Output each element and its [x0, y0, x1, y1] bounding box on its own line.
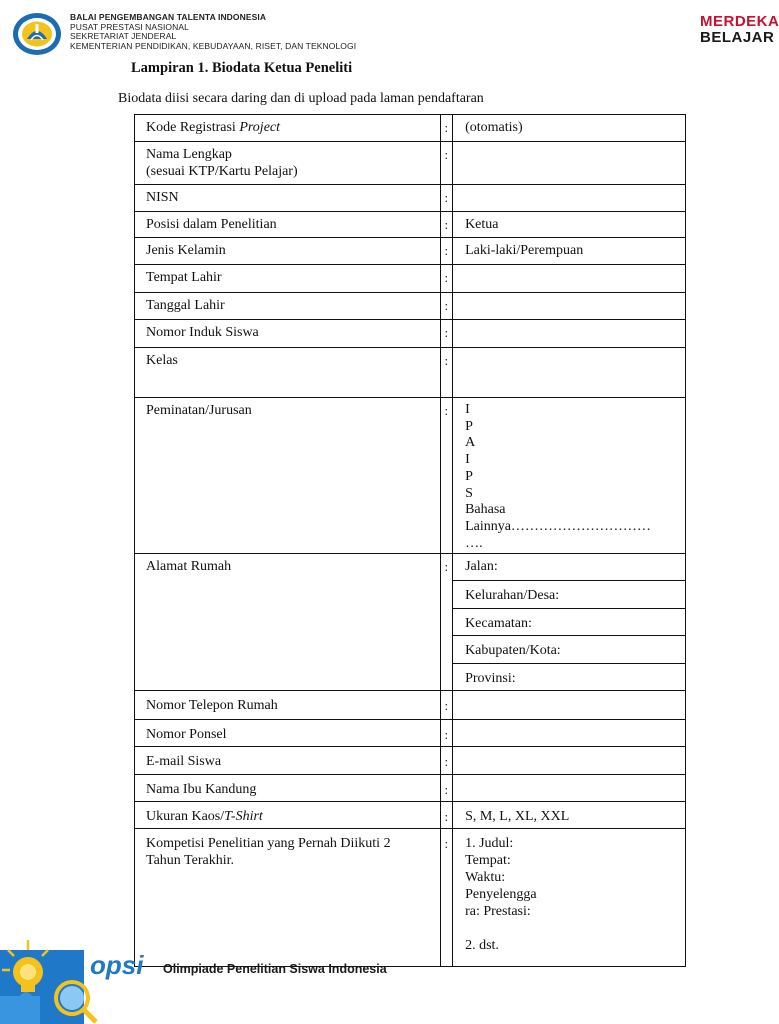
option-item: A	[465, 435, 476, 451]
separator: :	[444, 782, 449, 797]
lightbulb-puzzle-icon	[0, 936, 100, 1024]
competition-line: 2. dst.	[465, 938, 499, 953]
separator-cell	[440, 720, 453, 747]
label-text: Ukuran Kaos/	[146, 809, 225, 824]
row-label: Kelas	[135, 348, 441, 398]
row-label: Posisi dalam Penelitian	[135, 212, 441, 238]
badge-line-1: MERDEKA	[700, 13, 779, 30]
value-cell[interactable]: S, M, L, XL, XXL	[453, 802, 686, 829]
address-field[interactable]: Provinsi:	[453, 664, 686, 691]
table-row	[135, 238, 686, 265]
label-text: Kompetisi Penelitian yang Pernah Diikuti 2	[146, 836, 391, 851]
separator-cell	[440, 185, 453, 212]
option-item: Lainnya…………………………	[465, 518, 651, 534]
org-line-4: KEMENTERIAN PENDIDIKAN, KEBUDAYAAN, RISET, DAN TEKNOLOGI	[70, 40, 357, 51]
value-cell[interactable]	[453, 348, 686, 398]
label-italic-text: T-Shirt	[224, 809, 263, 824]
value-cell[interactable]	[453, 829, 686, 967]
option-item: ….	[465, 535, 483, 551]
label-subtext: (sesuai KTP/Kartu Pelajar)	[146, 164, 298, 179]
table-row	[135, 802, 686, 829]
separator: :	[444, 698, 449, 713]
value-cell: Ketua	[453, 212, 686, 238]
table-row	[135, 293, 686, 320]
separator-cell	[440, 398, 453, 554]
row-label	[135, 142, 441, 185]
option-item: P	[465, 418, 473, 434]
competition-line: Tempat:	[465, 853, 511, 868]
separator: :	[444, 270, 449, 285]
row-label: Jenis Kelamin	[135, 238, 441, 265]
table-row	[135, 115, 686, 142]
table-row	[135, 185, 686, 212]
row-label: Alamat Rumah	[135, 554, 441, 691]
option-item: I	[465, 402, 470, 417]
competition-line: ra: Prestasi:	[465, 904, 531, 919]
table-row	[135, 554, 686, 581]
value-cell[interactable]: Laki-laki/Perempuan	[453, 238, 686, 265]
options-cell	[453, 398, 686, 554]
separator-cell	[440, 348, 453, 398]
separator-cell	[440, 320, 453, 348]
table-row	[135, 265, 686, 293]
merdeka-belajar-logo	[700, 14, 779, 46]
opsi-brand-text: opsi	[90, 950, 144, 980]
row-label: Nomor Induk Siswa	[135, 320, 441, 348]
row-label: Nomor Telepon Rumah	[135, 691, 441, 720]
table-row	[135, 720, 686, 747]
row-label: E-mail Siswa	[135, 747, 441, 775]
value-cell[interactable]	[453, 320, 686, 348]
address-field[interactable]: Jalan:	[453, 554, 686, 581]
row-label: Nomor Ponsel	[135, 720, 441, 747]
separator-cell	[440, 775, 453, 802]
row-label	[135, 829, 441, 967]
org-line-3: SEKRETARIAT JENDERAL	[70, 31, 177, 42]
value-cell: (otomatis)	[453, 115, 686, 142]
row-label: Tempat Lahir	[135, 265, 441, 293]
separator-cell	[440, 265, 453, 293]
separator-cell	[440, 293, 453, 320]
separator: :	[444, 217, 449, 232]
address-field[interactable]: Kabupaten/Kota:	[453, 636, 686, 664]
table-row	[135, 212, 686, 238]
separator-cell	[440, 747, 453, 775]
value-cell[interactable]	[453, 747, 686, 775]
separator: :	[444, 754, 449, 769]
value-cell[interactable]	[453, 185, 686, 212]
row-label: Peminatan/Jurusan	[135, 398, 441, 554]
value-cell[interactable]	[453, 265, 686, 293]
separator: :	[444, 243, 449, 258]
option-item: P	[465, 468, 473, 484]
separator-cell	[440, 212, 453, 238]
value-cell[interactable]	[453, 293, 686, 320]
option-item: S	[465, 485, 473, 501]
separator-cell	[440, 554, 453, 691]
separator-cell	[440, 238, 453, 265]
org-line-1: BALAI PENGEMBANGAN TALENTA INDONESIA	[70, 12, 267, 22]
option-item: Bahasa	[465, 502, 506, 518]
row-label: Tanggal Lahir	[135, 293, 441, 320]
value-cell[interactable]	[453, 142, 686, 185]
separator: :	[444, 147, 449, 162]
organization-block	[70, 13, 356, 51]
separator: :	[444, 298, 449, 313]
option-item: I	[465, 452, 470, 468]
address-field[interactable]: Kecamatan:	[453, 609, 686, 636]
document-intro: Biodata diisi secara daring dan di upload pada laman pendaftaran	[118, 91, 484, 106]
table-row	[135, 142, 686, 185]
opsi-brand-name: Olimpiade Penelitian Siswa Indonesia	[163, 962, 387, 976]
separator: :	[444, 403, 449, 418]
separator-cell	[440, 802, 453, 829]
separator: :	[444, 325, 449, 340]
row-label	[135, 802, 441, 829]
separator: :	[444, 836, 449, 851]
badge-line-2: BELAJAR	[700, 29, 775, 46]
row-label: Nama Ibu Kandung	[135, 775, 441, 802]
separator-cell	[440, 691, 453, 720]
separator-cell	[440, 829, 453, 967]
biodata-table	[134, 114, 686, 967]
separator: :	[444, 559, 449, 574]
table-row	[135, 775, 686, 802]
competition-line: Waktu:	[465, 870, 506, 885]
row-label: NISN	[135, 185, 441, 212]
separator: :	[444, 120, 449, 135]
table-row	[135, 829, 686, 967]
document-title: Lampiran 1. Biodata Ketua Peneliti	[131, 60, 353, 76]
competition-line	[465, 920, 679, 937]
tut-wuri-handayani-logo	[11, 9, 63, 57]
separator: :	[444, 809, 449, 824]
value-cell[interactable]	[453, 775, 686, 802]
value-cell[interactable]	[453, 720, 686, 747]
address-field[interactable]: Kelurahan/Desa:	[453, 581, 686, 609]
value-cell[interactable]	[453, 691, 686, 720]
table-row	[135, 348, 686, 398]
label-text: Kode Registrasi	[146, 120, 240, 135]
table-row	[135, 320, 686, 348]
separator: :	[444, 727, 449, 742]
separator: :	[444, 353, 449, 368]
table-row	[135, 747, 686, 775]
separator: :	[444, 190, 449, 205]
competition-line: 1. Judul:	[465, 836, 514, 851]
label-text-2: Tahun Terakhir.	[146, 853, 234, 868]
table-row	[135, 691, 686, 720]
opsi-logo	[90, 952, 160, 980]
separator-cell	[440, 115, 453, 142]
org-line-2: PUSAT PRESTASI NASIONAL	[70, 21, 189, 32]
competition-line: Penyelengga	[465, 887, 537, 902]
table-row	[135, 398, 686, 554]
label-italic-text: Project	[239, 120, 281, 135]
separator-cell	[440, 142, 453, 185]
row-label	[135, 115, 441, 142]
label-text: Nama Lengkap	[146, 147, 232, 162]
